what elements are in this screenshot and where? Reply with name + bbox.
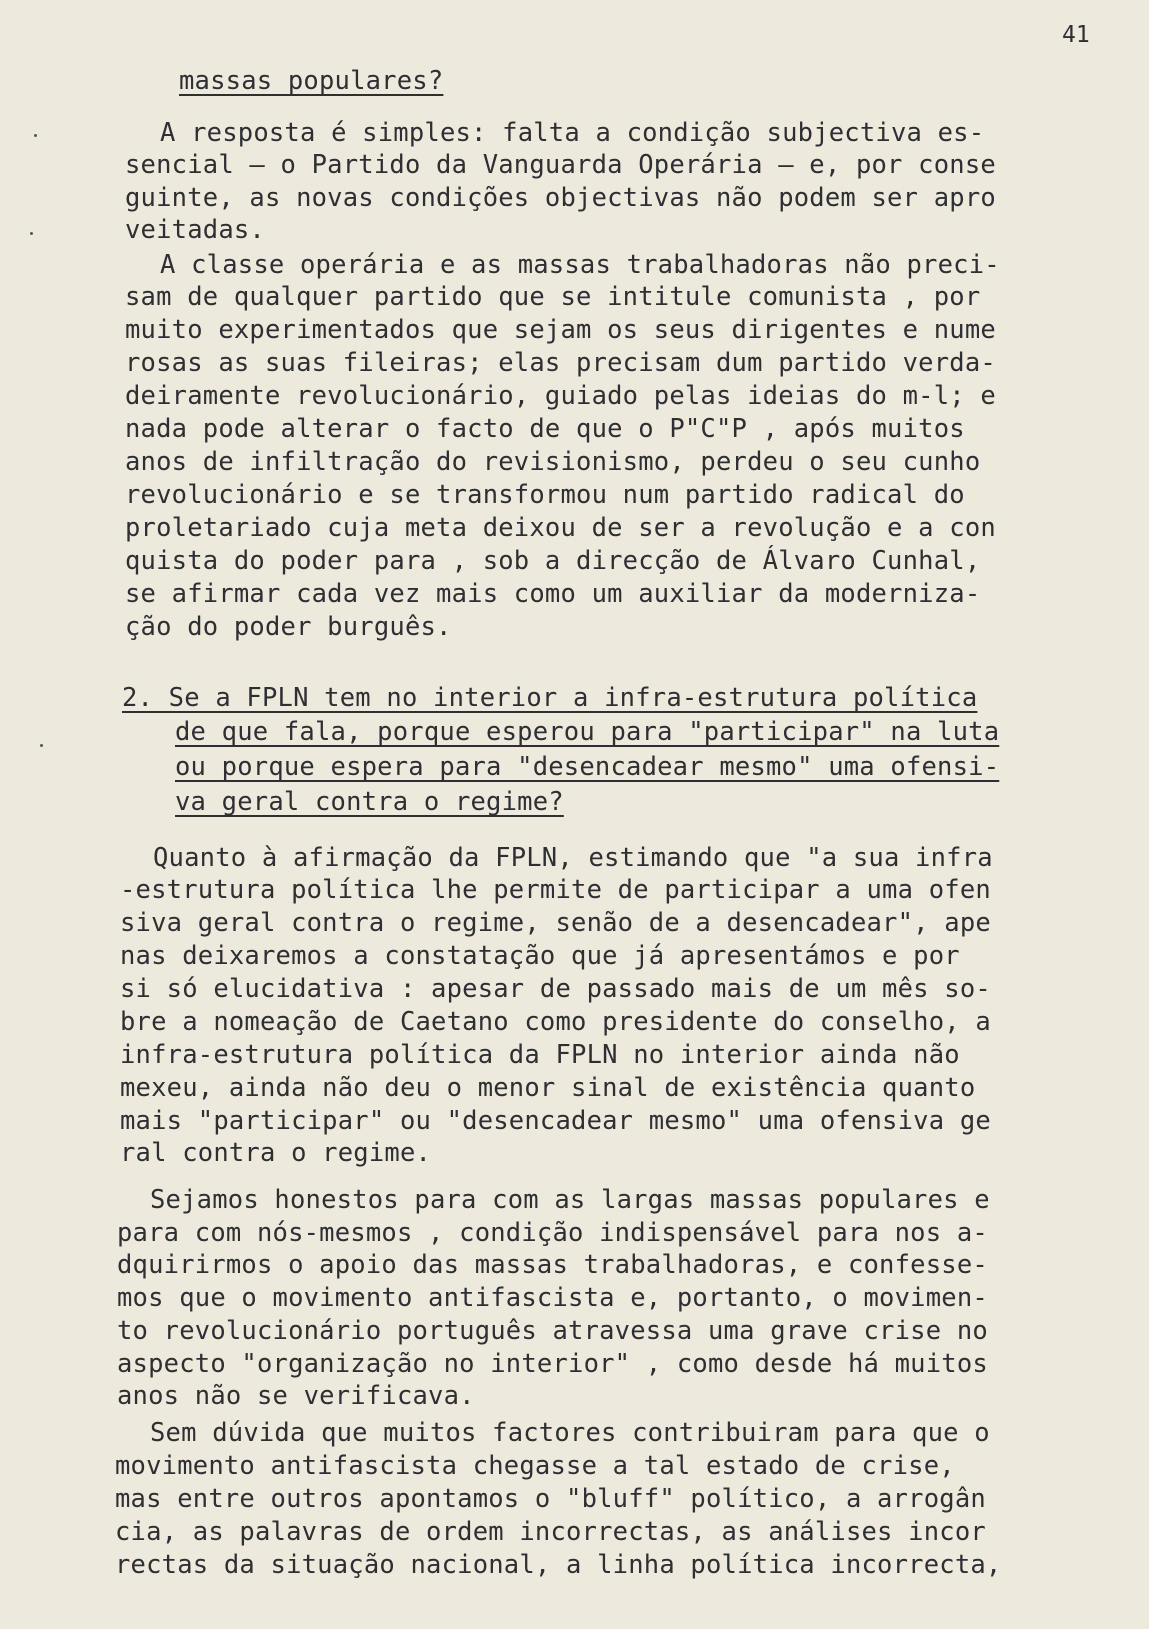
- text-line: sencial — o Partido da Vanguarda Operária — e, por conse: [125, 150, 996, 180]
- text-line: revolucionário e se transformou num partido radical do: [125, 480, 965, 510]
- text-line: bre a nomeação de Caetano como presidente do conselho, a: [120, 1007, 991, 1037]
- text-line: deiramente revolucionário, guiado pelas ideias do m-l; e: [125, 381, 996, 411]
- text-line: massas populares?: [179, 66, 444, 96]
- text-line: cia, as palavras de ordem incorrectas, as análises incor: [115, 1517, 986, 1547]
- margin-mark: [40, 744, 43, 747]
- text-line: anos não se verificava.: [117, 1381, 475, 1411]
- text-line: quista do poder para , sob a direcção de Álvaro Cunhal,: [125, 546, 981, 576]
- text-line: dquirirmos o apoio das massas trabalhadoras, e confesse-: [117, 1250, 988, 1280]
- text-line: anos de infiltração do revisionismo, perdeu o seu cunho: [125, 447, 981, 477]
- text-line: siva geral contra o regime, senão de a desencadear", ape: [120, 908, 991, 938]
- text-line: mas entre outros apontamos o "bluff" político, a arrogân: [115, 1484, 986, 1514]
- text-line: Sem dúvida que muitos factores contribuiram para que o: [150, 1418, 990, 1448]
- text-line: mos que o movimento antifascista e, portanto, o movimen-: [117, 1283, 988, 1313]
- text-line: mais "participar" ou "desencadear mesmo" uma ofensiva ge: [120, 1106, 991, 1136]
- text-line: guinte, as novas condições objectivas não podem ser apro: [125, 183, 996, 213]
- text-line: muito experimentados que sejam os seus dirigentes e nume: [125, 315, 996, 345]
- text-line: veitadas.: [125, 215, 265, 245]
- text-line: si só elucidativa : apesar de passado mais de um mês so-: [120, 974, 991, 1004]
- text-line: nada pode alterar o facto de que o P"C"P , após muitos: [125, 414, 965, 444]
- text-line: mexeu, ainda não deu o menor sinal de existência quanto: [120, 1073, 976, 1103]
- text-line: para com nós-mesmos , condição indispensável para nos a-: [117, 1218, 988, 1248]
- text-line: de que fala, porque esperou para "participar" na luta: [175, 717, 1000, 747]
- text-line: Sejamos honestos para com as largas massas populares e: [150, 1185, 990, 1215]
- text-line: ção do poder burguês.: [125, 612, 452, 642]
- text-line: va geral contra o regime?: [175, 787, 564, 817]
- text-line: to revolucionário português atravessa uma grave crise no: [117, 1316, 988, 1346]
- text-line: A classe operária e as massas trabalhadoras não preci-: [160, 250, 1000, 280]
- text-line: aspecto "organização no interior" , como desde há muitos: [117, 1349, 988, 1379]
- text-line: ou porque espera para "desencadear mesmo" uma ofensi-: [175, 752, 1000, 782]
- text-line: nas deixaremos a constatação que já apresentámos e por: [120, 941, 960, 971]
- text-line: -estrutura política lhe permite de participar a uma ofen: [120, 875, 991, 905]
- text-line: rectas da situação nacional, a linha política incorrecta,: [115, 1550, 1002, 1580]
- bullet-mark: [34, 134, 37, 137]
- margin-mark: [30, 232, 33, 235]
- text-line: sam de qualquer partido que se intitule comunista , por: [125, 282, 981, 312]
- text-line: proletariado cuja meta deixou de ser a revolução e a con: [125, 513, 996, 543]
- text-line: ral contra o regime.: [120, 1138, 432, 1168]
- text-line: infra-estrutura política da FPLN no interior ainda não: [120, 1040, 960, 1070]
- page-number: 41: [1062, 22, 1090, 48]
- text-line: movimento antifascista chegasse a tal estado de crise,: [115, 1451, 955, 1481]
- text-line: A resposta é simples: falta a condição subjectiva es-: [160, 118, 985, 148]
- text-line: 2. Se a FPLN tem no interior a infra-estrutura política: [122, 683, 978, 713]
- text-line: rosas as suas fileiras; elas precisam dum partido verda-: [125, 348, 996, 378]
- text-line: se afirmar cada vez mais como um auxiliar da moderniza-: [125, 579, 981, 609]
- text-line: Quanto à afirmação da FPLN, estimando que "a sua infra: [153, 843, 993, 873]
